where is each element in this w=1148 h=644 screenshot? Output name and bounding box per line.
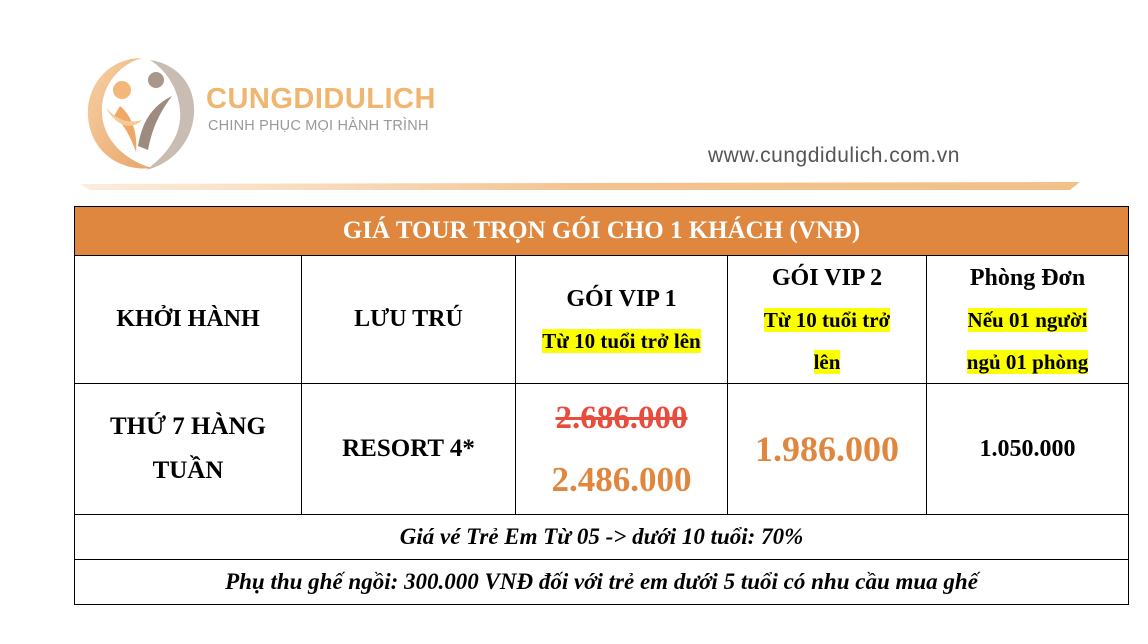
surcharge-note-row xyxy=(75,560,1129,605)
website-url[interactable]: www.cungdidulich.com.vn xyxy=(708,144,960,167)
single-price-cell xyxy=(927,384,1129,515)
single-note-line1: Nếu 01 người xyxy=(967,307,1088,332)
vip2-price: 1.986.000 xyxy=(755,429,899,469)
vip2-price-cell xyxy=(728,384,927,515)
logo-header xyxy=(80,50,1080,195)
vip1-new-price: 2.486.000 xyxy=(551,460,692,499)
brand-slogan: CHINH PHỤC MỌI HÀNH TRÌNH xyxy=(208,118,429,134)
departure-cell xyxy=(75,384,302,515)
col-accommodation: LƯU TRÚ xyxy=(302,256,516,384)
table-title: GIÁ TOUR TRỌN GÓI CHO 1 KHÁCH (VNĐ) xyxy=(75,207,1129,256)
single-title: Phòng Đơn xyxy=(969,264,1086,291)
header-divider xyxy=(80,178,1080,194)
brand-name: CUNGDIDULICH xyxy=(206,83,436,115)
single-price: 1.050.000 xyxy=(979,436,1076,462)
child-price-note: Giá vé Trẻ Em Từ 05 -> dưới 10 tuổi: 70% xyxy=(75,515,1129,560)
brand-logo-icon xyxy=(80,50,200,175)
vip1-note: Từ 10 tuổi trở lên xyxy=(542,328,701,353)
col-departure: KHỞI HÀNH xyxy=(75,256,302,384)
vip1-price-cell xyxy=(516,384,728,515)
single-note-line2: ngủ 01 phòng xyxy=(966,349,1089,374)
col-vip2 xyxy=(728,256,927,384)
vip2-title: GÓI VIP 2 xyxy=(771,264,883,291)
vip2-note-line1: Từ 10 tuổi trở xyxy=(763,307,891,332)
child-price-note-row xyxy=(75,515,1129,560)
vip1-old-price: 2.686.000 xyxy=(555,400,688,436)
departure-line2: TUẦN xyxy=(152,457,224,484)
table-header-row xyxy=(75,256,1129,384)
col-vip1 xyxy=(516,256,728,384)
table-row xyxy=(75,384,1129,515)
vip2-note-line2: lên xyxy=(813,349,841,374)
table-title-row xyxy=(75,207,1129,256)
tour-price-table xyxy=(74,206,1129,605)
vip1-title: GÓI VIP 1 xyxy=(566,285,677,312)
accommodation-cell: RESORT 4* xyxy=(302,384,516,515)
col-single-room xyxy=(927,256,1129,384)
departure-line1: THỨ 7 HÀNG xyxy=(109,413,267,440)
surcharge-note: Phụ thu ghế ngồi: 300.000 VNĐ đối với trẻ em dưới 5 tuổi có nhu cầu mua ghế xyxy=(75,560,1129,605)
